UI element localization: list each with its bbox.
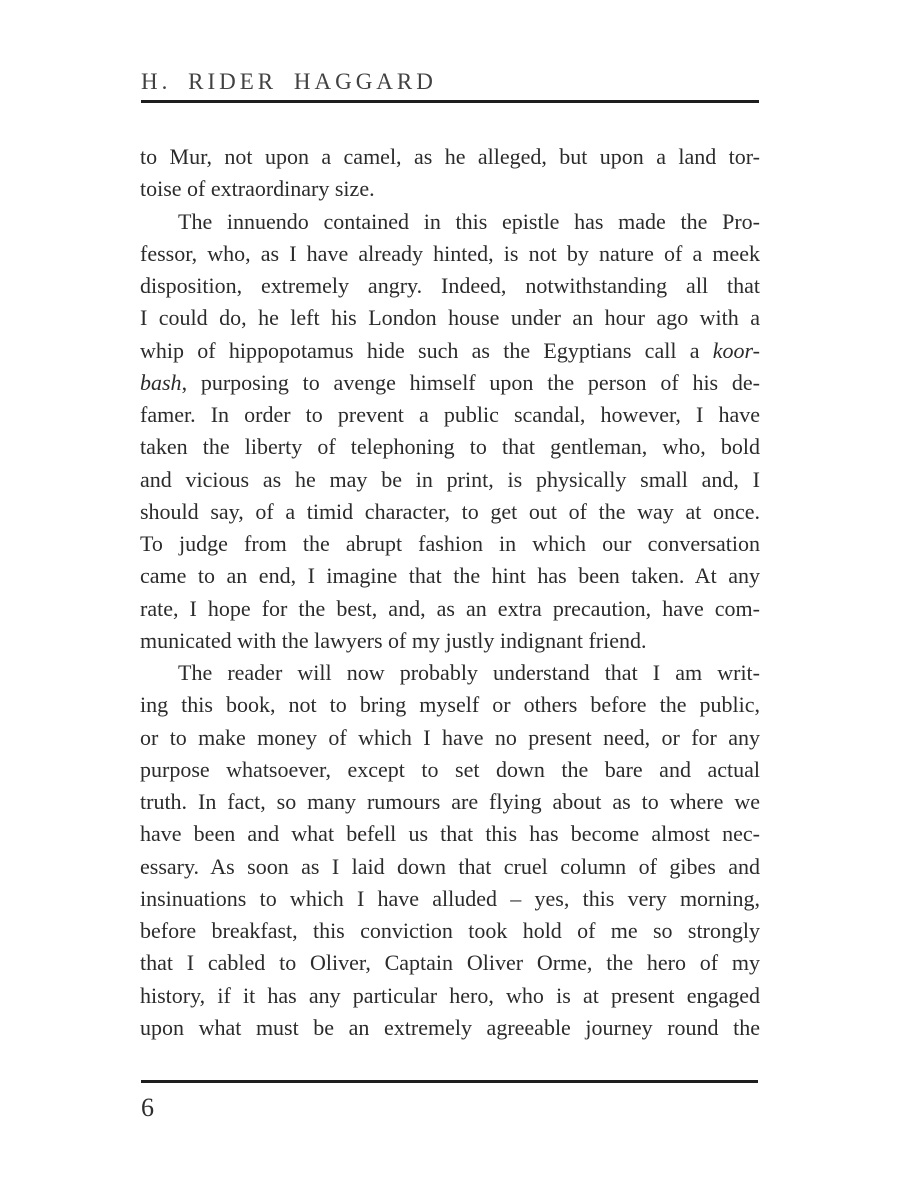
body-text bbox=[140, 141, 760, 1044]
text-line: history, if it has any particular hero, who is at present engaged bbox=[140, 982, 760, 1008]
text-line: toise of extraordinary size. bbox=[140, 176, 375, 202]
text-line: truth. In fact, so many rumours are flying about as to where we bbox=[140, 789, 760, 814]
footer-rule bbox=[141, 1080, 758, 1083]
text-line: before breakfast, this conviction took hold of me so strongly bbox=[140, 918, 760, 943]
text-line: whip of hippopotamus hide such as the Egyptians call a koor- bbox=[140, 337, 760, 363]
text-line: disposition, extremely angry. Indeed, notwithstanding all that bbox=[140, 273, 760, 298]
text-line: To judge from the abrupt fashion in which our conversation bbox=[140, 531, 760, 556]
text-line: should say, of a timid character, to get out of the way at once. bbox=[140, 498, 760, 524]
text-line: or to make money of which I have no present need, or for any bbox=[140, 724, 760, 750]
header-rule bbox=[141, 100, 759, 103]
page-number: 6 bbox=[141, 1093, 154, 1122]
text-line: to Mur, not upon a camel, as he alleged, but upon a land tor- bbox=[140, 144, 760, 169]
text-line: ing this book, not to bring myself or others before the public, bbox=[140, 692, 760, 718]
text-line: fessor, who, as I have already hinted, is not by nature of a meek bbox=[140, 240, 760, 266]
text-line: famer. In order to prevent a public scandal, however, I have bbox=[140, 402, 760, 427]
text-line: essary. As soon as I laid down that cruel column of gibes and bbox=[140, 853, 760, 879]
text-line: rate, I hope for the best, and, as an extra precaution, have com- bbox=[140, 595, 760, 621]
text-line: I could do, he left his London house under an hour ago with a bbox=[140, 305, 760, 331]
running-header-author: H. RIDER HAGGARD bbox=[141, 69, 437, 94]
text-line: purpose whatsoever, except to set down the bare and actual bbox=[140, 756, 760, 782]
text-line: insinuations to which I have alluded – yes, this very morning, bbox=[140, 885, 760, 911]
text-line: municated with the lawyers of my justly indignant friend. bbox=[140, 627, 647, 653]
text-line: came to an end, I imagine that the hint has been taken. At any bbox=[140, 563, 760, 589]
text-line: upon what must be an extremely agreeable journey round the bbox=[140, 1014, 760, 1040]
text-line: and vicious as he may be in print, is physically small and, I bbox=[140, 466, 760, 492]
text-line: that I cabled to Oliver, Captain Oliver Orme, the hero of my bbox=[140, 950, 760, 976]
text-line: have been and what befell us that this has become almost nec- bbox=[140, 821, 760, 847]
text-line: bash, purposing to avenge himself upon the person of his de- bbox=[140, 369, 760, 395]
text-line: The innuendo contained in this epistle has made the Pro- bbox=[178, 208, 760, 234]
text-line: taken the liberty of telephoning to that gentleman, who, bold bbox=[140, 434, 760, 460]
text-line: The reader will now probably understand that I am writ- bbox=[178, 660, 760, 685]
